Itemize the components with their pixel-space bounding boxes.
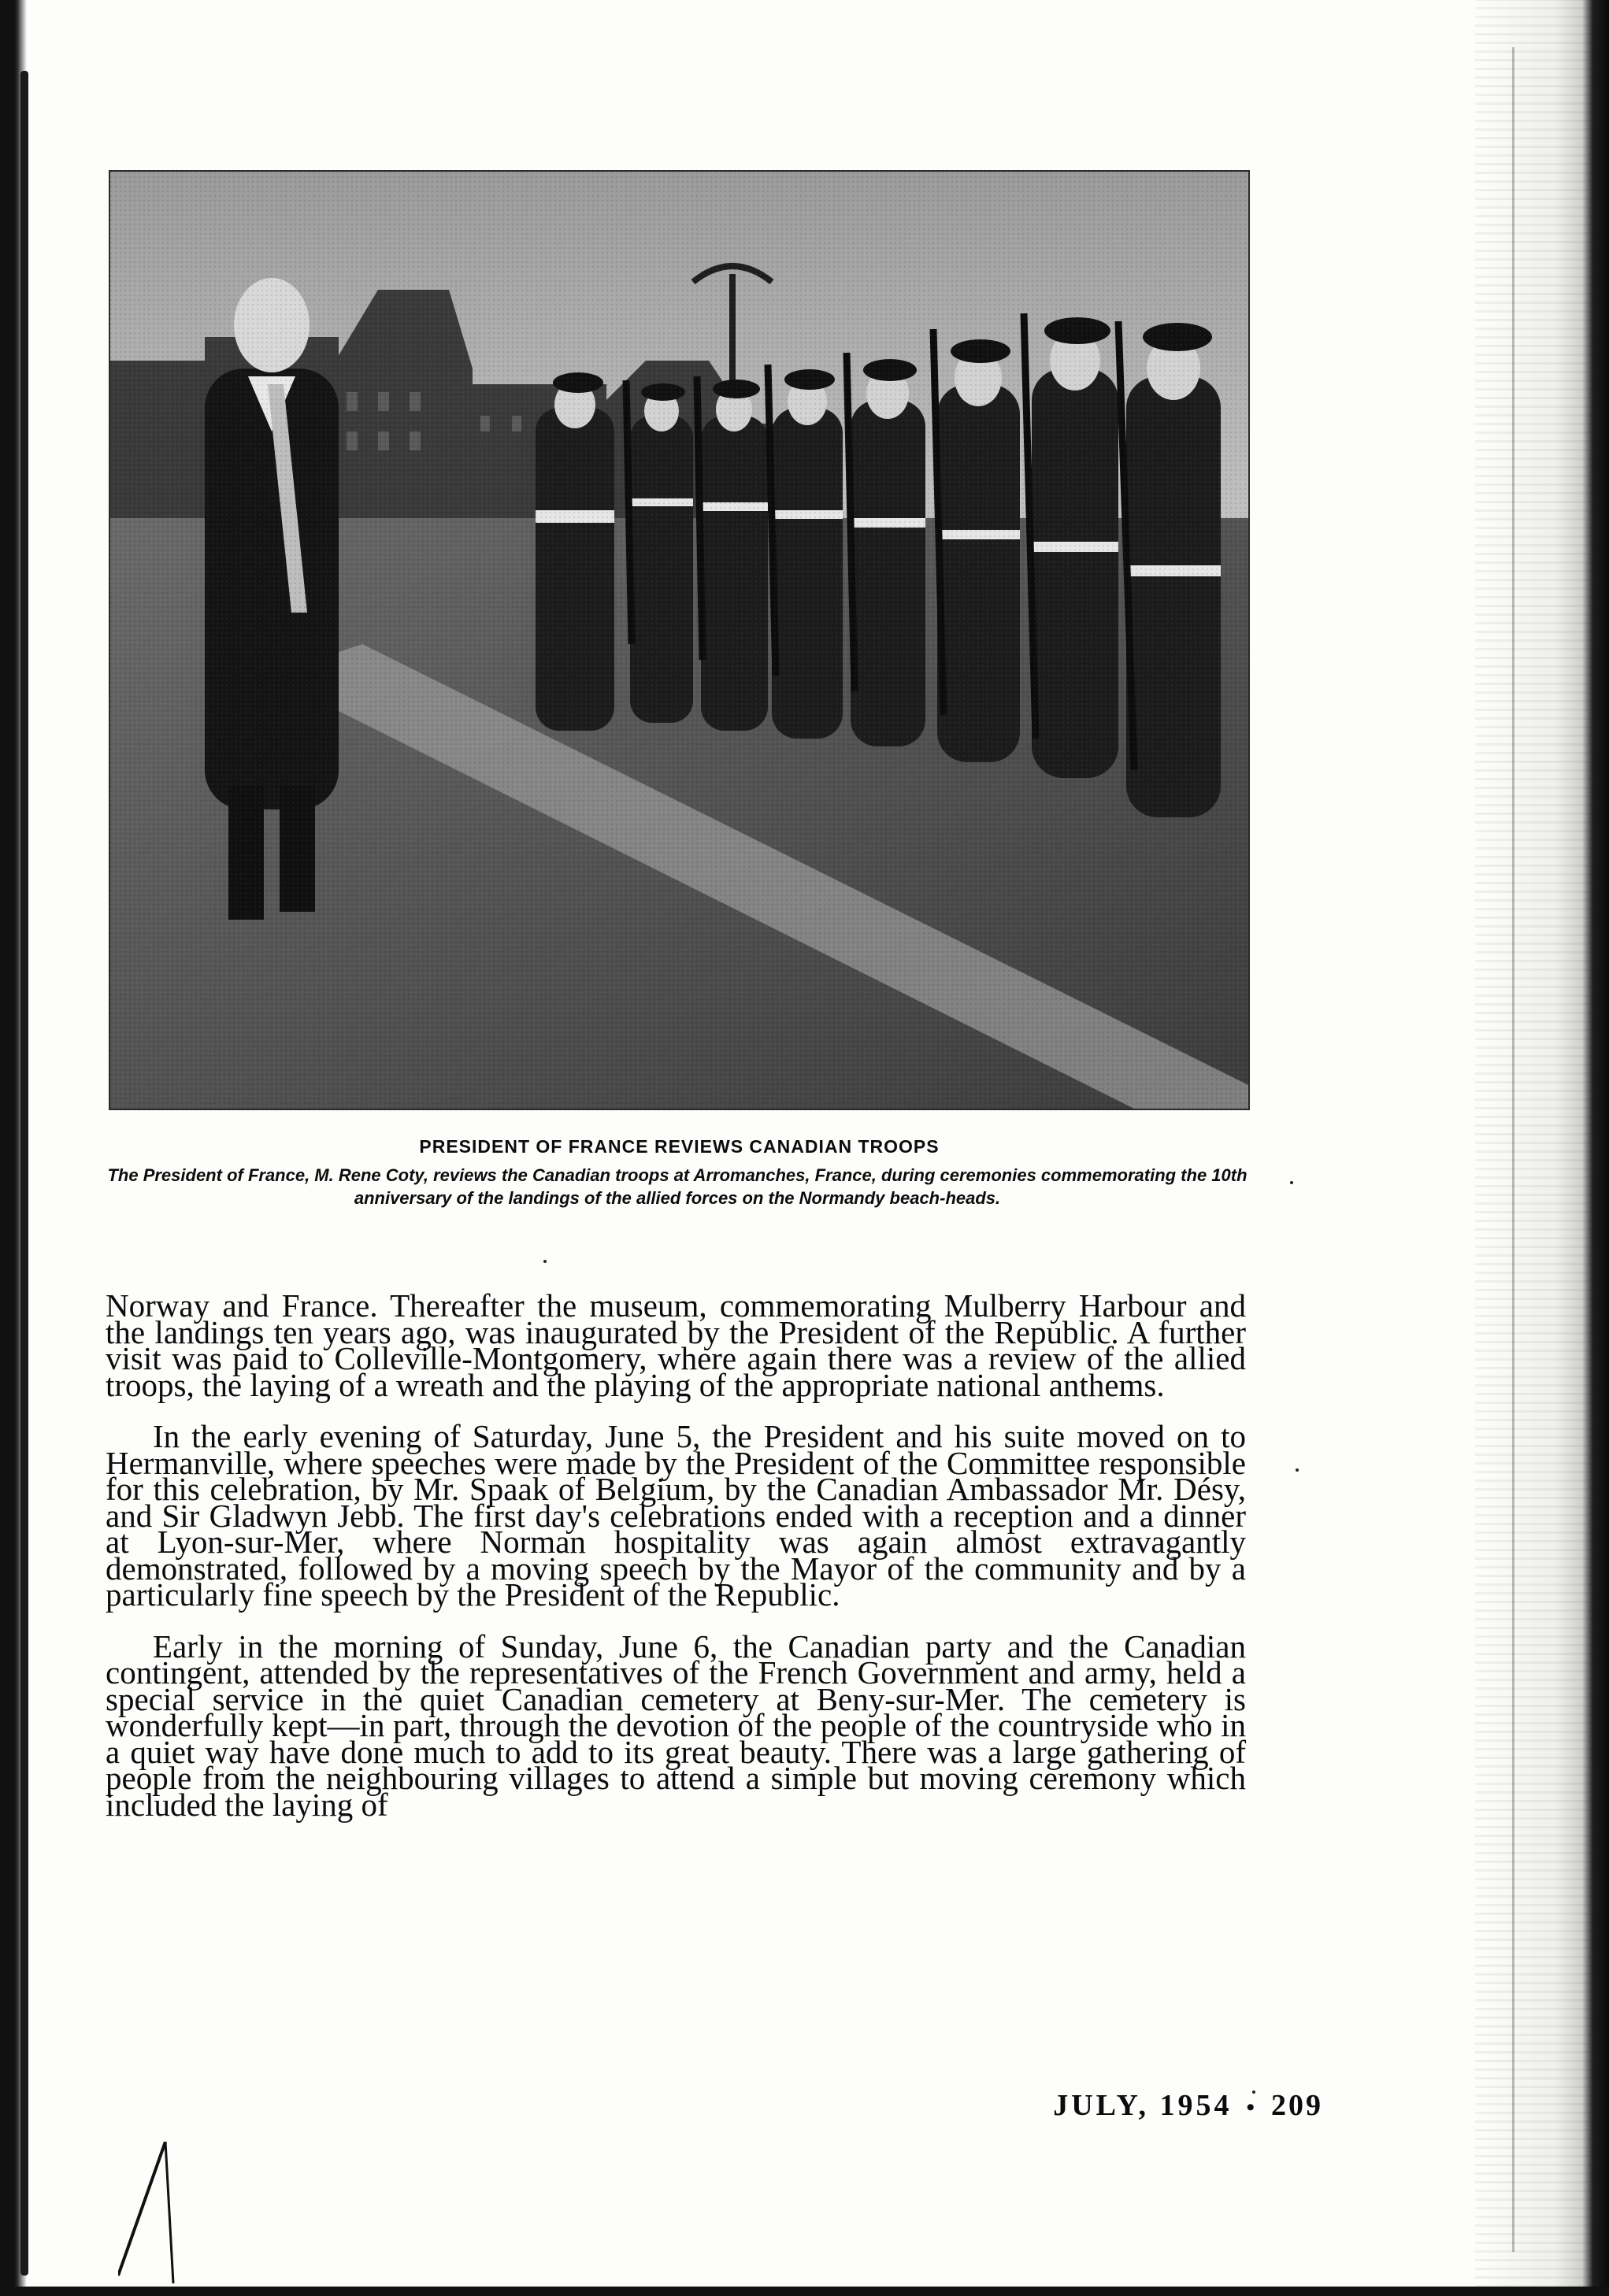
article-body [106,1287,1246,1843]
troops-photo [110,172,1248,1109]
paragraph-1: Norway and France. Thereafter the museum, commemorating Mulberry Harbour and the landings ten years ago, was inaugurated by the President of the Republic. A further visit was paid to Colleville-Montgomery, where again there was a review of the allied troops, the laying of a wreath and the playing of the appropriate national anthems. [106,1287,1246,1403]
right-binding-edge [1475,0,1609,2296]
scan-speck [543,1260,547,1263]
page-number: 209 [1271,2089,1323,2122]
caption-title: PRESIDENT OF FRANCE REVIEWS CANADIAN TROOPS [419,1136,940,1157]
paragraph-3: Early in the morning of Sunday, June 6, the Canadian party and the Canadian contingent, attended by the representatives of the French Government and army, held a special service in the quiet Canadian cemetery at Beny-sur-Mer. The cemetery is wonderfully kept—in part, through the devotion of the people of the countryside who in a quiet way have done much to add to its great beauty. There was a large gathering of people from the neighbouring villages to attend a simple but moving ceremony which included the laying of [106,1628,1246,1823]
footer-bullet: • [1246,2094,1257,2120]
right-binding-line [1512,47,1514,2252]
photo-grain [110,172,1248,1109]
scan-speck [1290,1181,1293,1184]
page-footer [945,2088,1323,2123]
scan-speck [1252,2090,1255,2094]
caption-text: The President of France, M. Rene Coty, reviews the Canadian troops at Arromanches, France, during ceremonies commemorating the 10th anniversary of the landings of the allied forces on the Normandy beach-heads. [107,1165,1248,1208]
left-binding-shadow [20,71,28,2276]
troops-photo-illustration [110,172,1248,1109]
paragraph-2: In the early evening of Saturday, June 5, the President and his suite moved on to Hermanville, where speeches were made by the President of the Committee responsible for this celebration, by Mr. Spaak of Belgium, by the Canadian Ambassador Mr. Désy, and Sir Gladwyn Jebb. The first day's celebrations ended with a reception and a dinner at Lyon-sur-Mer, where Norman hospitality was again almost extravagantly demonstrated, followed by a moving speech by the Mayor of the community and by a particularly fine speech by the President of the Republic. [106,1418,1246,1613]
scan-speck [1296,1468,1299,1472]
scan-corner-mark [118,2142,189,2283]
bottom-scan-edge [0,2287,1609,2296]
issue-date: JULY, 1954 [1053,2089,1233,2122]
